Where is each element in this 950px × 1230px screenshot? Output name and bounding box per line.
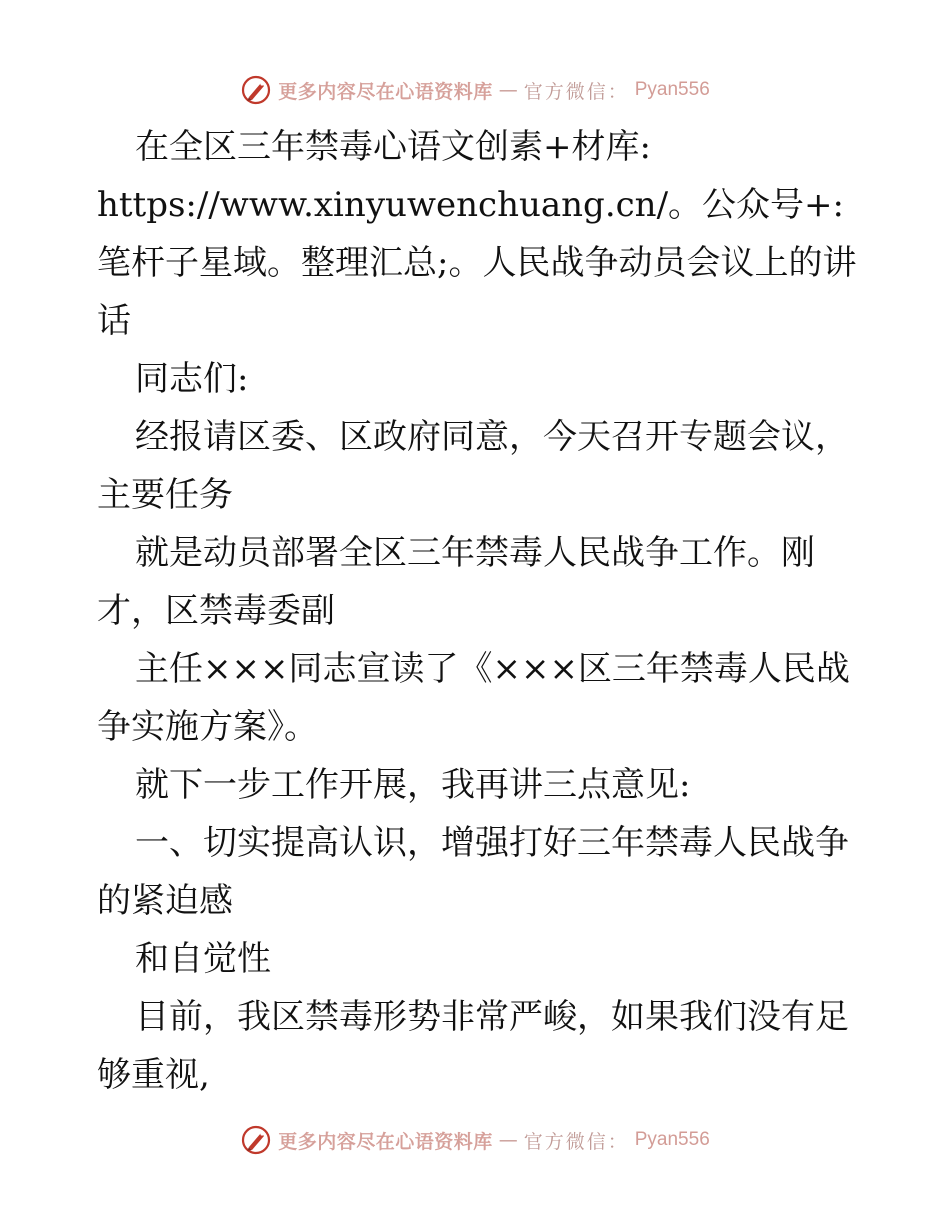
banner-title: 更多内容尽在心语资料库 [278, 80, 493, 103]
banner-separator: — [498, 79, 518, 101]
paragraph: 同志们: [135, 359, 249, 399]
paragraph: 一、切实提高认识，增强打好三年禁毒人民战争的紧迫感 [97, 823, 849, 921]
footer-wechat-id: Pyan556 [634, 1129, 710, 1150]
paragraph: 主任×××同志宣读了《×××区三年禁毒人民战争实施方案》。 [97, 649, 850, 747]
document-body [97, 118, 857, 1104]
pen-logo-icon [240, 74, 272, 106]
paragraph: 就是动员部署全区三年禁毒人民战争工作。刚才，区禁毒委副 [97, 533, 815, 631]
paragraph: 目前，我区禁毒形势非常严峻，如果我们没有足够重视, [97, 997, 849, 1095]
footer-wechat-label: 官方微信： [523, 1130, 629, 1153]
footer-separator: — [498, 1129, 518, 1151]
paragraph: 经报请区委、区政府同意，今天召开专题会议，主要任务 [97, 417, 849, 515]
pen-logo-icon [240, 1124, 272, 1156]
banner-wechat-label: 官方微信： [523, 80, 629, 103]
footer-title: 更多内容尽在心语资料库 [278, 1130, 493, 1153]
header-banner [0, 70, 950, 110]
footer-banner [0, 1120, 950, 1160]
paragraph: 和自觉性 [135, 939, 271, 979]
paragraph: 在全区三年禁毒心语文创素+材库: https://www.xinyuwenchuang.cn/。公众号+: 笔杆子星域。整理汇总;。人民战争动员会议上的讲话 [97, 127, 857, 341]
paragraph: 就下一步工作开展，我再讲三点意见: [135, 765, 691, 805]
banner-wechat-id: Pyan556 [634, 79, 710, 100]
